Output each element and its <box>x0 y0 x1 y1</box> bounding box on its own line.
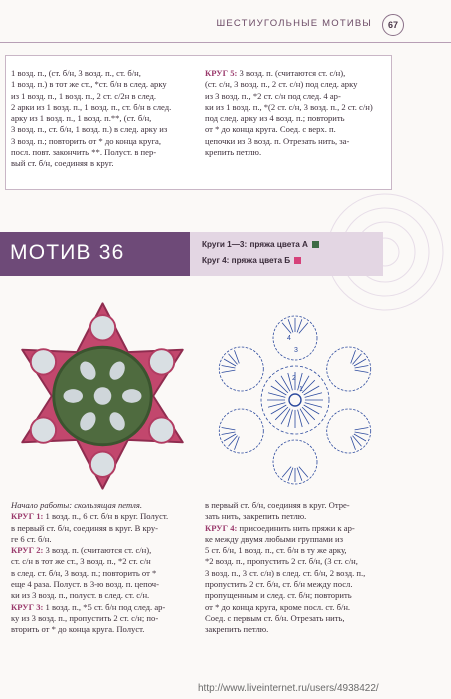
text-line <box>11 102 189 113</box>
header-rule <box>0 42 451 43</box>
yarn-color-b <box>202 256 301 265</box>
line-text: 1 возд. п.) в тот же ст., *ст. б/н в след. арку <box>11 79 167 90</box>
line-text: арку из 1 возд. п., 1 возд. п.**, (ст. б/н, <box>11 113 152 124</box>
page-number: 67 <box>382 14 404 36</box>
petal-stitch <box>222 428 236 430</box>
text-line <box>205 579 387 590</box>
watermark-url: http://www.liveinternet.ru/users/4938422/ <box>198 683 379 694</box>
text-line <box>205 68 385 79</box>
round-label: КРУГ 1: <box>11 511 44 522</box>
stitch-symbol <box>304 386 320 395</box>
chart-round-2-label: 2 <box>292 375 296 382</box>
stitch-symbol <box>288 410 293 427</box>
text-line <box>205 534 387 545</box>
text-line <box>205 568 387 579</box>
petal-fan <box>327 409 371 453</box>
chart-round-4-label: 4 <box>287 335 291 342</box>
color-a-swatch <box>312 241 319 248</box>
text-line <box>11 91 189 102</box>
chart-round-1-label: 1 <box>299 386 303 393</box>
running-title: ШЕСТИУГОЛЬНЫЕ МОТИВЫ <box>216 18 372 29</box>
top-left-column <box>11 68 189 170</box>
text-line <box>205 613 387 624</box>
text-line <box>205 79 385 90</box>
center-ring <box>94 387 112 405</box>
text-line <box>11 136 189 147</box>
line-text: 5 ст. б/н, 1 возд. п., ст. б/н в ту же арку, <box>205 545 347 556</box>
bottom-left-column <box>11 500 194 636</box>
line-text: *2 возд. п., пропустить 2 ст. б/н, (3 ст. с/н, <box>205 556 358 567</box>
text-line <box>11 602 194 613</box>
line-text: от * до конца круга. Соед. с верх. п. <box>205 124 336 135</box>
text-line <box>205 624 387 635</box>
petal-stitch <box>222 432 236 435</box>
text-line <box>11 590 194 601</box>
stitch-symbol <box>302 407 315 420</box>
line-text: вый ст. б/н, соединяя в круг. <box>11 158 114 169</box>
motif-photo <box>5 296 200 496</box>
line-text: 2 арки из 1 возд. п., 1 возд. п., ст. б/н в след. <box>11 101 172 112</box>
text-line <box>205 147 385 158</box>
text-line <box>11 613 194 624</box>
star-point-fan <box>31 349 56 374</box>
line-text: ке между двумя любыми группами из <box>205 533 344 544</box>
line-text: в след. ст. б/н, 3 возд. п.; повторить от * <box>11 567 157 578</box>
line-text: под след. арку из 4 возд. п.; повторить <box>205 113 345 124</box>
text-line <box>11 545 194 556</box>
chart-round-3-label: 3 <box>294 347 298 354</box>
line-text: 3 возд. п. (считаются ст. с/н), <box>43 545 152 556</box>
text-line <box>205 102 385 113</box>
text-line <box>11 124 189 135</box>
star-point-fan <box>90 452 115 477</box>
text-line <box>11 579 194 590</box>
line-text: из 1 возд. п., 1 возд. п., 2 ст. с/2н в след. <box>11 90 156 101</box>
petal-fan <box>327 347 371 391</box>
stitch-symbol <box>305 393 322 398</box>
text-line <box>205 500 387 511</box>
line-text: 1 возд. п., *5 ст. б/н под след. ар- <box>43 601 166 612</box>
petal-stitch <box>355 432 369 435</box>
text-line <box>205 523 387 534</box>
line-text: 1 возд. п., 6 ст. б/н в круг. Полуст. <box>43 511 169 522</box>
yarn-color-a-label: Круги 1—3: пряжа цвета А <box>202 240 308 249</box>
line-text: 1 возд. п., (ст. б/н, 3 возд. п., ст. б/н, <box>11 68 141 78</box>
stitch-symbol <box>271 405 287 414</box>
motif-title: МОТИВ 36 <box>10 241 125 264</box>
round-label: КРУГ 3: <box>11 601 44 612</box>
line-text: (ст. с/н, 3 возд. п., 2 ст. с/н) под след. арку <box>205 79 358 90</box>
line-text: 3 возд. п.; повторить от * до конца круга, <box>11 135 162 146</box>
text-line <box>205 511 387 522</box>
yarn-color-a <box>202 240 319 249</box>
stitch-symbol <box>275 407 288 420</box>
text-line <box>205 590 387 601</box>
line-text: пропустить 2 ст. б/н, ст. б/н между посл. <box>205 579 353 590</box>
text-line <box>11 523 194 534</box>
yarn-color-b-label: Круг 4: пряжа цвета Б <box>202 256 291 265</box>
petal-stitch <box>355 370 369 372</box>
text-line <box>11 113 189 124</box>
petal-fan <box>219 347 263 391</box>
line-text: зать нить, закрепить петлю. <box>205 511 307 522</box>
text-line <box>205 91 385 102</box>
line-text: ки из 1 возд. п., *(2 ст. с/н, 3 возд. п., 2 ст. с/н) <box>205 101 373 112</box>
line-text: в первый ст. б/н, соединяя в круг. Отре- <box>205 500 350 510</box>
star-point-fan <box>90 315 115 340</box>
line-text: цепочки из 3 возд. п. Отрезать нить, за- <box>205 135 350 146</box>
line-text: Начало работы: скользящая петля. <box>11 500 143 510</box>
text-line <box>11 556 194 567</box>
text-line <box>205 602 387 613</box>
stitch-symbol <box>298 410 303 427</box>
stitch-symbol <box>281 376 290 392</box>
petal-stitch <box>355 366 369 369</box>
stitch-symbol <box>304 405 320 414</box>
line-text: из 3 возд. п., *2 ст. с/н под след. 4 ар- <box>205 90 341 101</box>
star-point-fan <box>149 417 174 442</box>
line-text: закрепить петлю. <box>205 624 269 635</box>
star-point-fan <box>149 349 174 374</box>
text-line <box>205 124 385 135</box>
line-text: ст. с/н в тот же ст., 3 возд. п., *2 ст. с/н <box>11 556 151 567</box>
line-text: ку из 3 возд. п., пропустить 2 ст. с/н; по- <box>11 612 159 623</box>
stitch-symbol <box>268 403 285 408</box>
line-text: пропущенным и след. ст. б/н; повторить <box>205 590 352 601</box>
text-line <box>11 568 194 579</box>
line-text: присоединить нить пряжи к ар- <box>237 522 355 533</box>
round-label: КРУГ 4: <box>205 522 238 533</box>
stitch-symbol <box>302 380 315 393</box>
line-text: ки из 3 возд. п., полуст. в след. ст. с/н. <box>11 590 150 601</box>
center-hole <box>64 389 84 403</box>
text-line <box>11 500 194 511</box>
stitch-symbol <box>268 393 285 398</box>
text-line <box>205 545 387 556</box>
stitch-symbol <box>271 386 287 395</box>
stitch-symbol <box>275 380 288 393</box>
round-label: КРУГ 2: <box>11 545 44 556</box>
top-right-column <box>205 68 385 158</box>
stitch-symbol <box>305 403 322 408</box>
text-line <box>11 68 189 79</box>
magic-ring-symbol <box>289 394 301 406</box>
text-line <box>11 158 189 169</box>
petal-stitch <box>355 428 369 430</box>
star-point-fan <box>31 417 56 442</box>
petal-stitch <box>222 370 236 372</box>
line-text: Соед. с первым ст. б/н. Отрезать нить, <box>205 612 345 623</box>
line-text: вторить от * до конца круга. Полуст. <box>11 624 145 635</box>
line-text: 3 возд. п., 3 ст. с/н) в след. ст. б/н, 2 возд. п., <box>205 567 366 578</box>
text-line <box>205 113 385 124</box>
line-text: еще 4 раза. Полуст. в 3-ю возд. п. цепоч- <box>11 579 159 590</box>
text-line <box>11 147 189 158</box>
text-line <box>11 534 194 545</box>
stitch-symbol <box>281 409 290 425</box>
line-text: 3 возд. п. (считаются ст. с/н), <box>237 68 346 78</box>
crochet-chart <box>205 308 385 493</box>
color-b-swatch <box>294 257 301 264</box>
line-text: от * до конца круга, кроме посл. ст. б/н. <box>205 601 351 612</box>
center-hole <box>122 389 142 403</box>
text-line <box>205 556 387 567</box>
text-line <box>11 624 194 635</box>
stitch-symbol <box>300 409 309 425</box>
text-line <box>11 79 189 90</box>
round-label: КРУГ 5: <box>205 68 238 78</box>
petal-fan <box>219 409 263 453</box>
line-text: ге 6 ст. б/н. <box>11 533 52 544</box>
text-line <box>205 136 385 147</box>
line-text: в первый ст. б/н, соединяя в круг. В кру- <box>11 522 159 533</box>
bottom-right-column <box>205 500 387 636</box>
yarn-info-box <box>190 232 383 276</box>
text-line <box>11 511 194 522</box>
line-text: крепить петлю. <box>205 147 262 158</box>
petal-stitch <box>222 366 236 369</box>
line-text: 3 возд. п., ст. б/н, 1 возд. п.) в след. арку из <box>11 124 168 135</box>
line-text: посл. повт. закончить **. Полуст. в пер- <box>11 147 157 158</box>
